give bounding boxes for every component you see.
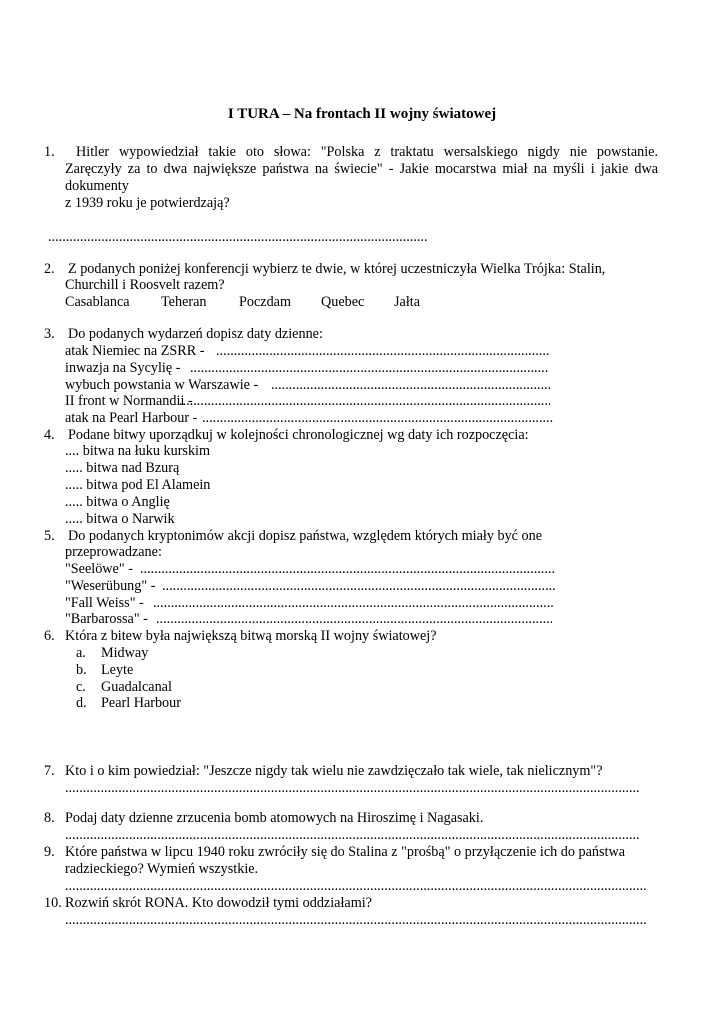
question-text-line: Zaręczyły za to dwa największe państwa na świecie" - Jakie mocarstwa miał na myśli i jakie dwa: [65, 161, 658, 177]
option-text: Pearl Harbour: [101, 695, 181, 711]
answer-line[interactable]: [190, 360, 549, 377]
question-number: 6.: [44, 628, 55, 644]
answer-line[interactable]: [140, 561, 556, 578]
codename-label: "Barbarossa" -: [65, 611, 148, 627]
page-title: I TURA – Na frontach II wojny światowej: [227, 106, 497, 122]
conference-option: Casablanca: [65, 294, 130, 310]
answer-line[interactable]: [179, 393, 550, 410]
battle-item: .... bitwa na łuku kurskim: [65, 443, 211, 459]
codename-label: "Fall Weiss" -: [65, 595, 144, 611]
answer-line[interactable]: [65, 780, 640, 797]
conference-option: Poczdam: [239, 294, 292, 310]
answer-line[interactable]: [271, 377, 550, 394]
question-number: 8.: [44, 810, 55, 826]
answer-line[interactable]: [65, 912, 647, 929]
codename-label: "Seelöwe" -: [65, 561, 133, 577]
question-text-line: Kto i o kim powiedział: "Jeszcze nigdy tak wielu nie zawdzięczało tak wiele, tak nielicznym"?: [65, 763, 603, 779]
answer-line[interactable]: [202, 410, 553, 427]
question-number: 3.: [44, 326, 55, 342]
answer-line[interactable]: [65, 827, 640, 844]
event-label: inwazja na Sycylię -: [65, 360, 181, 376]
battle-item: ..... bitwa pod El Alamein: [65, 477, 211, 493]
option-text: Leyte: [101, 662, 134, 678]
answer-line[interactable]: [65, 878, 647, 895]
question-number: 7.: [44, 763, 55, 779]
question-text-line: dokumenty: [65, 178, 129, 194]
answer-line[interactable]: [48, 229, 428, 246]
question-number: 9.: [44, 844, 55, 860]
question-text-line: Z podanych poniżej konferencji wybierz te dwie, w której uczestniczyła Wielka Trójka: Stalin,: [68, 261, 606, 277]
answer-line[interactable]: [216, 343, 549, 360]
option-letter: b.: [76, 662, 87, 678]
question-number: 10.: [44, 895, 62, 911]
question-number: 5.: [44, 528, 55, 544]
codename-label: "Weserübung" -: [65, 578, 156, 594]
question-number: 4.: [44, 427, 55, 443]
option-letter: a.: [76, 645, 86, 661]
battle-item: ..... bitwa o Anglię: [65, 494, 170, 510]
question-text-line: Churchill i Roosvelt razem?: [65, 277, 225, 293]
question-text-line: przeprowadzane:: [65, 544, 162, 560]
event-label: atak Niemiec na ZSRR -: [65, 343, 205, 359]
question-text-line: Która z bitew była największą bitwą morską II wojny światowej?: [65, 628, 437, 644]
answer-line[interactable]: [153, 595, 553, 612]
option-letter: c.: [76, 679, 86, 695]
question-text-line: Do podanych kryptonimów akcji dopisz państwa, względem których miały być one: [68, 528, 542, 544]
question-text-line: Podane bitwy uporządkuj w kolejności chronologicznej wg daty ich rozpoczęcia:: [68, 427, 529, 443]
question-number: 2.: [44, 261, 55, 277]
option-text: Guadalcanal: [101, 679, 172, 695]
question-number: 1.: [44, 144, 55, 160]
event-label: II front w Normandii -: [65, 393, 193, 409]
battle-item: ..... bitwa o Narwik: [65, 511, 175, 527]
answer-line[interactable]: [162, 578, 555, 595]
event-label: wybuch powstania w Warszawie -: [65, 377, 259, 393]
conference-option: Quebec: [321, 294, 365, 310]
question-text-line: z 1939 roku je potwierdzają?: [65, 195, 230, 211]
battle-item: ..... bitwa nad Bzurą: [65, 460, 180, 476]
question-text-line: Podaj daty dzienne zrzucenia bomb atomowych na Hiroszimę i Nagasaki.: [65, 810, 484, 826]
answer-line[interactable]: [156, 611, 552, 628]
question-text-line: radzieckiego? Wymień wszystkie.: [65, 861, 259, 877]
conference-option: Teheran: [161, 294, 207, 310]
question-text-line: Do podanych wydarzeń dopisz daty dzienne:: [68, 326, 323, 342]
conference-option: Jałta: [394, 294, 420, 310]
question-text-line: Które państwa w lipcu 1940 roku zwróciły się do Stalina z "prośbą" o przyłączenie ich do państwa: [65, 844, 626, 860]
option-text: Midway: [101, 645, 149, 661]
event-label: atak na Pearl Harbour -: [65, 410, 198, 426]
question-text-line: Hitler wypowiedział takie oto słowa: "Polska z traktatu wersalskiego nigdy nie powstanie.: [76, 144, 658, 160]
option-letter: d.: [76, 695, 87, 711]
question-text-line: Rozwiń skrót RONA. Kto dowodził tymi oddziałami?: [65, 895, 372, 911]
